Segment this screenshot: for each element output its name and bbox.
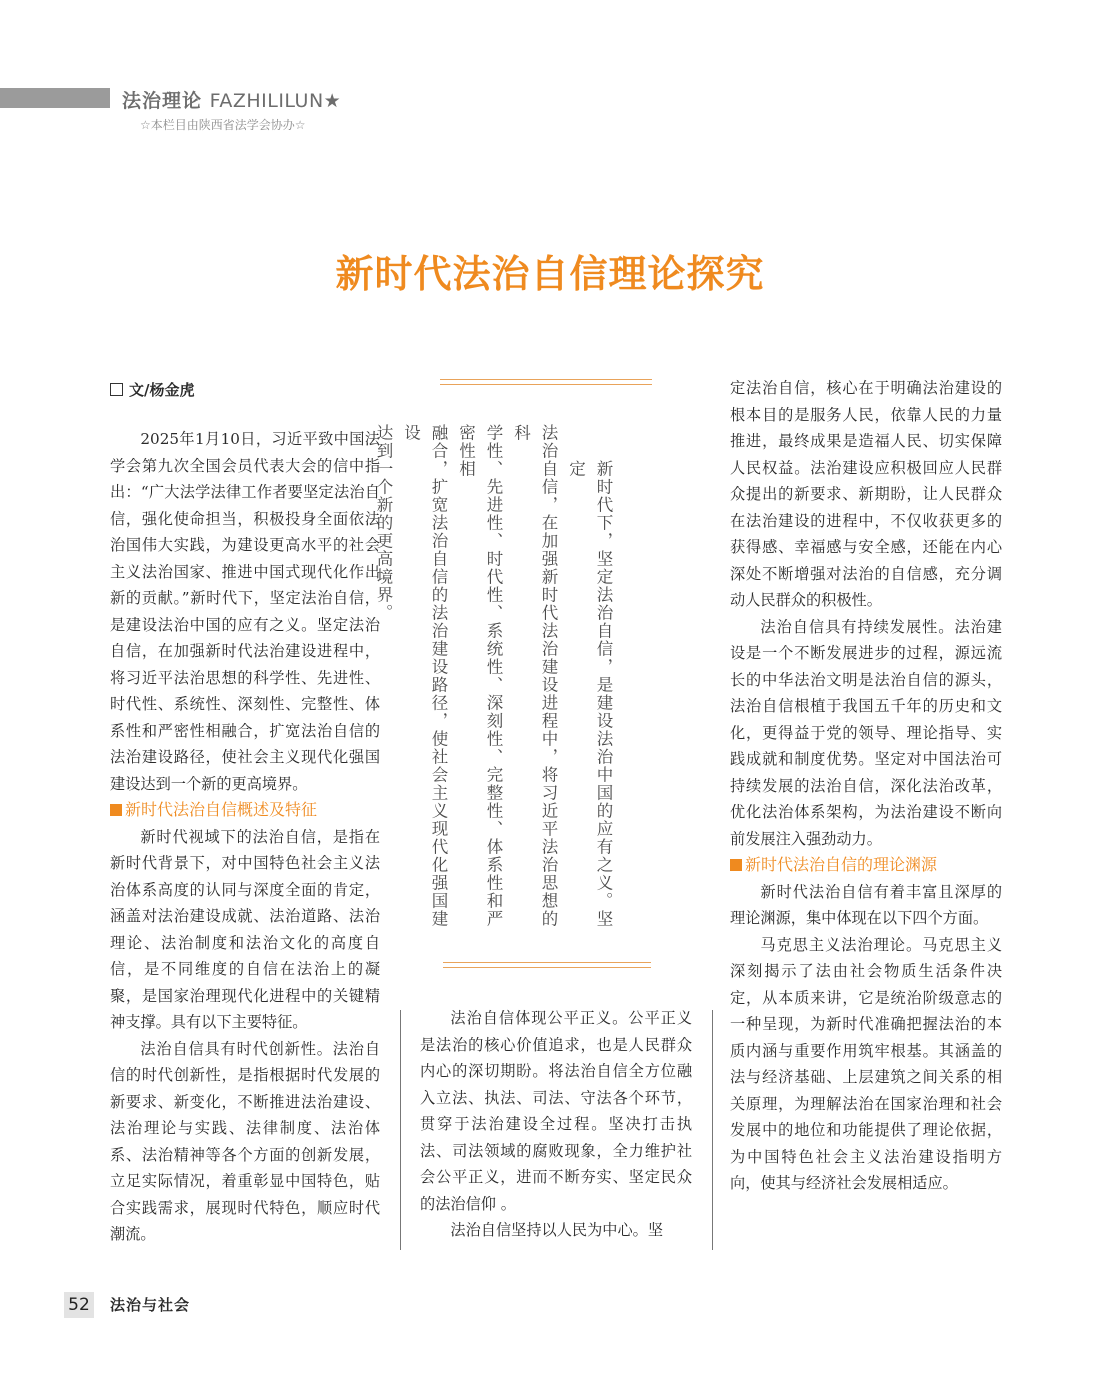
paragraph: 定法治自信，核心在于明确法治建设的根本目的是服务人民，依靠人民的力量推进，最终成果是造福人民、切实保障人民权益。法治建设应积极回应人民群众提出的新要求、新期盼，让人民群众在法治建设的进程中，不仅收获更多的获得感、幸福感与安全感，还能在内心深处不断增强对法治的自信感，充分调动人民群众的积极性。 xyxy=(730,379,1002,609)
column-divider xyxy=(712,1010,713,1250)
page-number: 52 xyxy=(64,1292,94,1318)
section-name-en: FAZHILILUN★ xyxy=(209,90,342,112)
column-2 xyxy=(420,1005,692,1244)
magazine-name: 法治与社会 xyxy=(110,1296,191,1314)
pull-quote-line: 新时代下，坚定法治自信，是建设法治中国的应有之义。坚定 xyxy=(566,460,613,928)
section-heading-text: 新时代法治自信概述及特征 xyxy=(125,800,318,819)
pull-quote-top-rule xyxy=(440,379,652,385)
pull-quote xyxy=(374,424,617,944)
section-name: 法治理论 xyxy=(122,90,203,112)
column-1 xyxy=(110,426,380,1248)
square-bullet-icon xyxy=(110,804,122,816)
square-icon xyxy=(110,383,123,396)
pull-quote-line: 达到一个新的更高境界。 xyxy=(374,424,393,622)
paragraph: 法治自信具有持续发展性。法治建设是一个不断发展进步的过程，源远流长的中华法治文明是法治自信的源头，法治自信根植于我国五千年的历史和文化，更得益于党的领导、理论指导、实践成就和制度优势。坚定对中国法治可持续发展的法治自信，深化法治改革，优化法治体系架构，为法治建设不断向前发展注入强劲动力。 xyxy=(730,617,1002,848)
pull-quote-bottom-rule xyxy=(443,962,651,968)
paragraph: 马克思主义法治理论。马克思主义深刻揭示了法由社会物质生活条件决定，从本质来讲，它是统治阶级意志的一种呈现，为新时代准确把握法治的本质内涵与重要作用筑牢根基。其涵盖的法与经济基础、上层建筑之间关系的相关原理，为理解法治在国家治理和社会发展中的地位和功能提供了理论依据，为中国特色社会主义法治建设指明方向，使其与经济社会发展相适应。 xyxy=(730,935,1002,1192)
author-name: 文/杨金虎 xyxy=(129,381,195,399)
column-divider xyxy=(400,1010,401,1250)
paragraph: 法治自信体现公平正义。公平正义是法治的核心价值追求，也是人民群众内心的深切期盼。将法治自信全方位融入立法、执法、司法、守法各个环节，贯穿于法治建设全过程。坚决打击执法、司法领域的腐败现象，全力维护社会公平正义，进而不断夯实、坚定民众的法治信仰 。 xyxy=(420,1009,692,1213)
article-title: 新时代法治自信理论探究 xyxy=(335,252,765,296)
pull-quote-line: 学性、先进性、时代性、系统性、深刻性、完整性、体系性和严密性相 xyxy=(456,424,503,928)
section-heading-text: 新时代法治自信的理论渊源 xyxy=(745,855,938,874)
author-line xyxy=(110,379,194,400)
section-heading xyxy=(110,797,380,824)
header-bar xyxy=(0,88,110,108)
paragraph: 法治自信坚持以人民为中心。坚 xyxy=(450,1221,664,1239)
pull-quote-line: 融合，扩宽法治自信的法治建设路径，使社会主义现代化强国建设 xyxy=(401,424,448,928)
paragraph: 新时代视域下的法治自信，是指在新时代背景下，对中国特色社会主义法治体系高度的认同与深度全面的肯定，涵盖对法治建设成就、法治道路、法治理论、法治制度和法治文化的高度自信，是不同维度的自信在法治上的凝聚，是国家治理现代化进程中的关键精神支撑。具有以下主要特征。 xyxy=(110,827,380,1031)
pull-quote-line: 法治自信，在加强新时代法治建设进程中，将习近平法治思想的科 xyxy=(511,424,558,928)
section-title xyxy=(122,86,341,113)
column-3 xyxy=(730,375,1002,1197)
paragraph: 2025年1月10日，习近平致中国法学会第九次全国会员代表大会的信中指出：“广大法学法律工作者要坚定法治自信，强化使命担当，积极投身全面依法治国伟大实践，为建设更高水平的社会主义法治国家、推进中国式现代化作出新的贡献。”新时代下，坚定法治自信，是建设法治中国的应有之义。坚定法治自信，在加强新时代法治建设进程中，将习近平法治思想的科学性、先进性、时代性、系统性、深刻性、完整性、体系性和严密性相融合，扩宽法治自信的法治建设路径，使社会主义现代化强国建设达到一个新的更高境界。 xyxy=(110,430,380,793)
paragraph: 新时代法治自信有着丰富且深厚的理论渊源，集中体现在以下四个方面。 xyxy=(730,882,1002,927)
paragraph: 法治自信具有时代创新性。法治自信的时代创新性，是指根据时代发展的新要求、新变化，不断推进法治建设、法治理论与实践、法律制度、法治体系、法治精神等各个方面的创新发展，立足实际情况，着重彰显中国特色，贴合实践需求，展现时代特色，顺应时代潮流。 xyxy=(110,1039,380,1243)
section-note: ☆本栏目由陕西省法学会协办☆ xyxy=(140,118,306,132)
square-bullet-icon xyxy=(730,859,742,871)
section-heading xyxy=(730,852,1002,879)
